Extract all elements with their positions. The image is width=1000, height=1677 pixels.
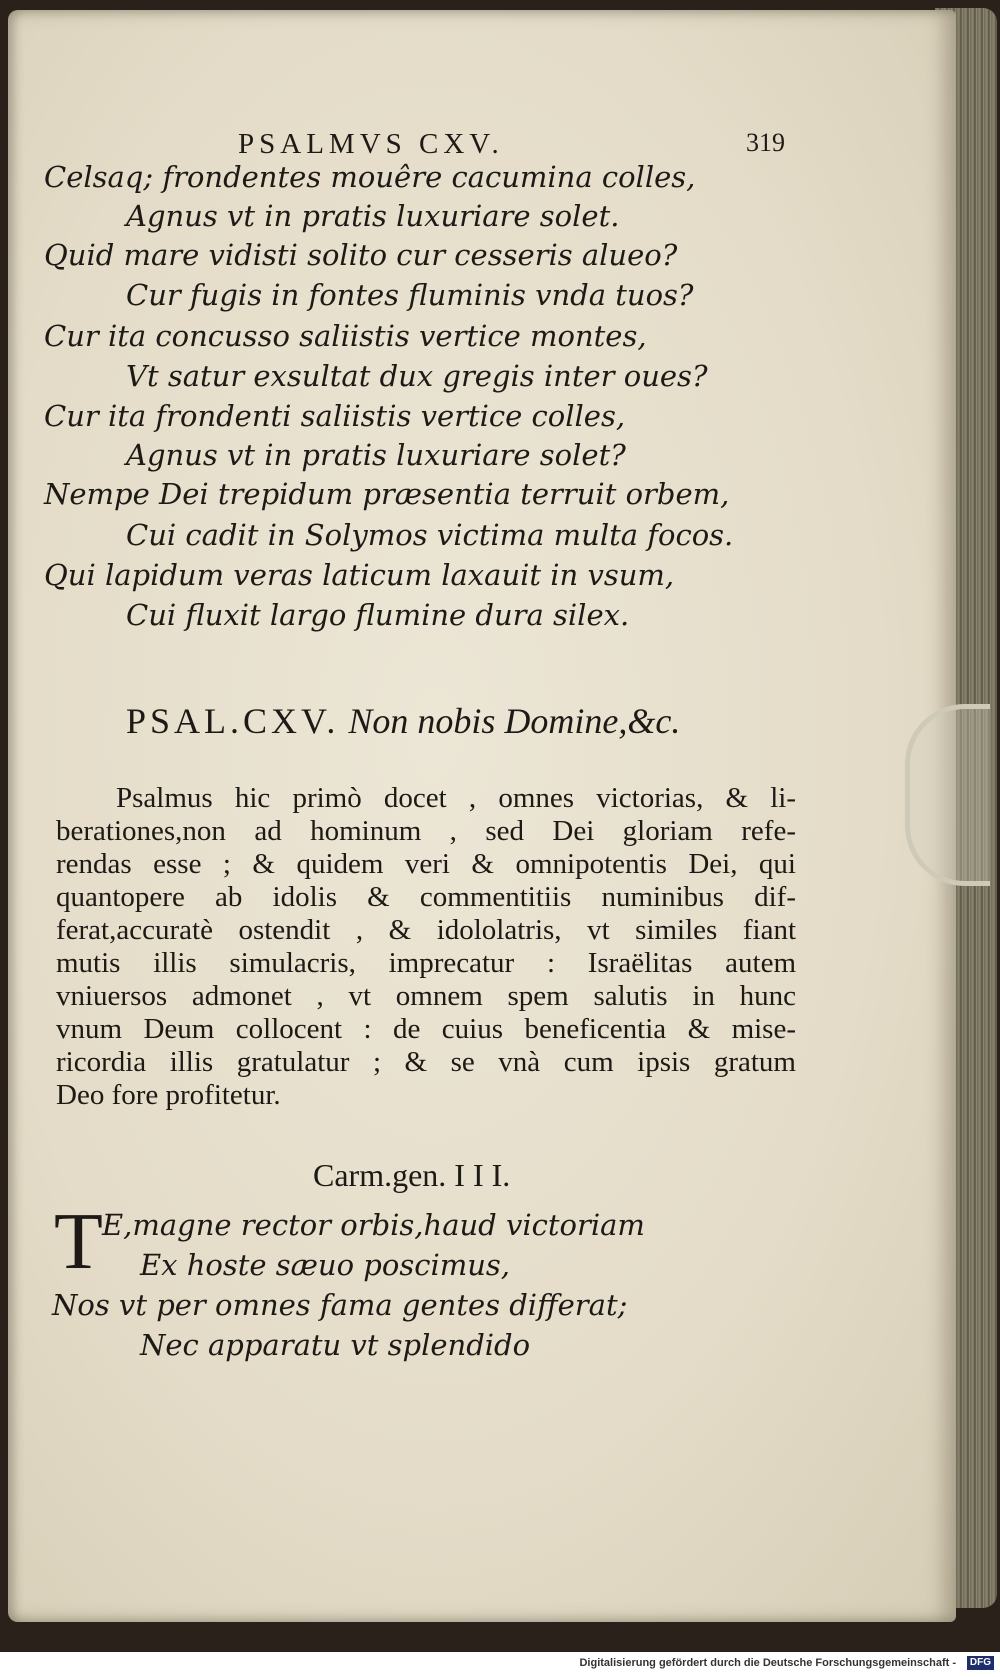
prose-line: vnum Deum collocent : de cuius beneficentia & mise- [56, 1013, 796, 1045]
verse-line: E,magne rector orbis,haud victoriam [102, 1208, 645, 1242]
verse-line: Quid mare vidisti solito cur cesseris alueo? [44, 238, 678, 272]
prose-line: mutis illis simulacris, imprecatur : Israëlitas autem [56, 947, 796, 979]
carmen-heading: Carm.gen. I I I. [313, 1157, 511, 1193]
verse-line: Cur ita frondenti saliistis vertice colles, [44, 399, 626, 433]
funding-credit: Digitalisierung gefördert durch die Deutsche Forschungsgemeinschaft - [579, 1657, 956, 1669]
prose-line: Psalmus hic primò docet , omnes victorias, & li- [116, 782, 796, 814]
verse-line: Qui lapidum veras laticum laxauit in vsum, [44, 558, 675, 592]
prose-line: vniuersos admonet , vt omnem spem salutis in hunc [56, 980, 796, 1012]
book-page [8, 10, 956, 1622]
prose-line: ferat,accuratè ostendit , & idololatris, vt similes fiant [56, 914, 796, 946]
verse-line: Nos vt per omnes fama gentes differat; [52, 1288, 628, 1322]
page-number: 319 [746, 128, 785, 157]
verse-line: Cur fugis in fontes fluminis vnda tuos? [126, 278, 694, 312]
verse-line: Vt satur exsultat dux gregis inter oues? [126, 359, 708, 393]
prose-line: rendas esse ; & quidem veri & omnipotentis Dei, qui [56, 848, 796, 880]
prose-line: berationes,non ad hominum , sed Dei gloriam refe- [56, 815, 796, 847]
bookmark-clip [905, 704, 990, 886]
prose-line: Deo fore profitetur. [56, 1079, 281, 1111]
verse-line: Cur ita concusso saliistis vertice montes, [44, 319, 647, 353]
dfg-logo: DFG [967, 1656, 994, 1670]
digitization-footer [0, 1652, 1000, 1677]
verse-line: Agnus vt in pratis luxuriare solet. [126, 199, 620, 233]
prose-line: quantopere ab idolis & commentitiis numinibus dif- [56, 881, 796, 913]
verse-line: Agnus vt in pratis luxuriare solet? [126, 438, 626, 472]
psalm-heading [126, 700, 680, 742]
verse-line: Cui fluxit largo flumine dura silex. [126, 598, 630, 632]
running-head: PSALMVS CXV. [238, 128, 504, 160]
verse-line: Celsaq; frondentes mouêre cacumina colles, [44, 160, 696, 194]
psalm-heading-prefix: PSAL.CXV. [126, 701, 340, 741]
drop-capital: T [54, 1198, 103, 1286]
verse-line: Nempe Dei trepidum præsentia terruit orbem, [44, 477, 730, 511]
verse-line: Nec apparatu vt splendido [140, 1328, 531, 1362]
verse-line: Cui cadit in Solymos victima multa focos. [126, 518, 734, 552]
psalm-argument [56, 782, 796, 1112]
prose-line: ricordia illis gratulatur ; & se vnà cum ipsis gratum [56, 1046, 796, 1078]
psalm-heading-title: Non nobis Domine,&c. [348, 701, 681, 741]
verse-line: Ex hoste sæuo poscimus, [140, 1248, 510, 1282]
